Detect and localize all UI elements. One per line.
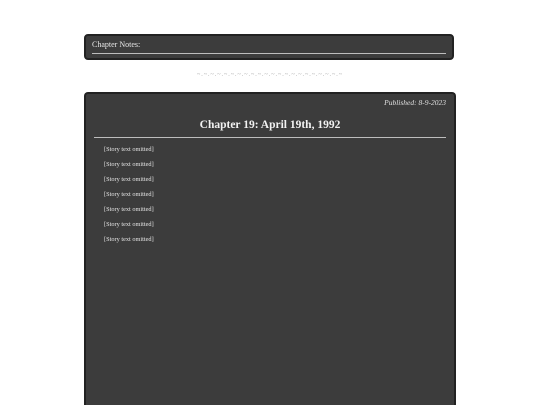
published-date: Published: 8-9-2023 (384, 98, 446, 107)
story-paragraph: [Story text omitted] (104, 221, 154, 228)
chapter-content (84, 92, 456, 405)
story-paragraph: [Story text omitted] (104, 236, 154, 243)
story-paragraph: [Story text omitted] (104, 176, 154, 183)
title-divider (94, 137, 446, 138)
chapter-title: Chapter 19: April 19th, 1992 (199, 119, 341, 131)
story-paragraph: [Story text omitted] (104, 146, 154, 153)
story-paragraph: [Story text omitted] (104, 191, 154, 198)
chapter-notes-panel (84, 34, 454, 60)
story-paragraph: [Story text omitted] (104, 161, 154, 168)
chapter-notes-label: Chapter Notes: (92, 40, 141, 49)
notes-divider (92, 53, 446, 54)
decorative-divider: ~.~.~.~.~.~.~.~.~.~.~.~.~.~.~.~.~.~.~.~.~.~ (197, 72, 343, 78)
story-paragraph: [Story text omitted] (104, 206, 154, 213)
